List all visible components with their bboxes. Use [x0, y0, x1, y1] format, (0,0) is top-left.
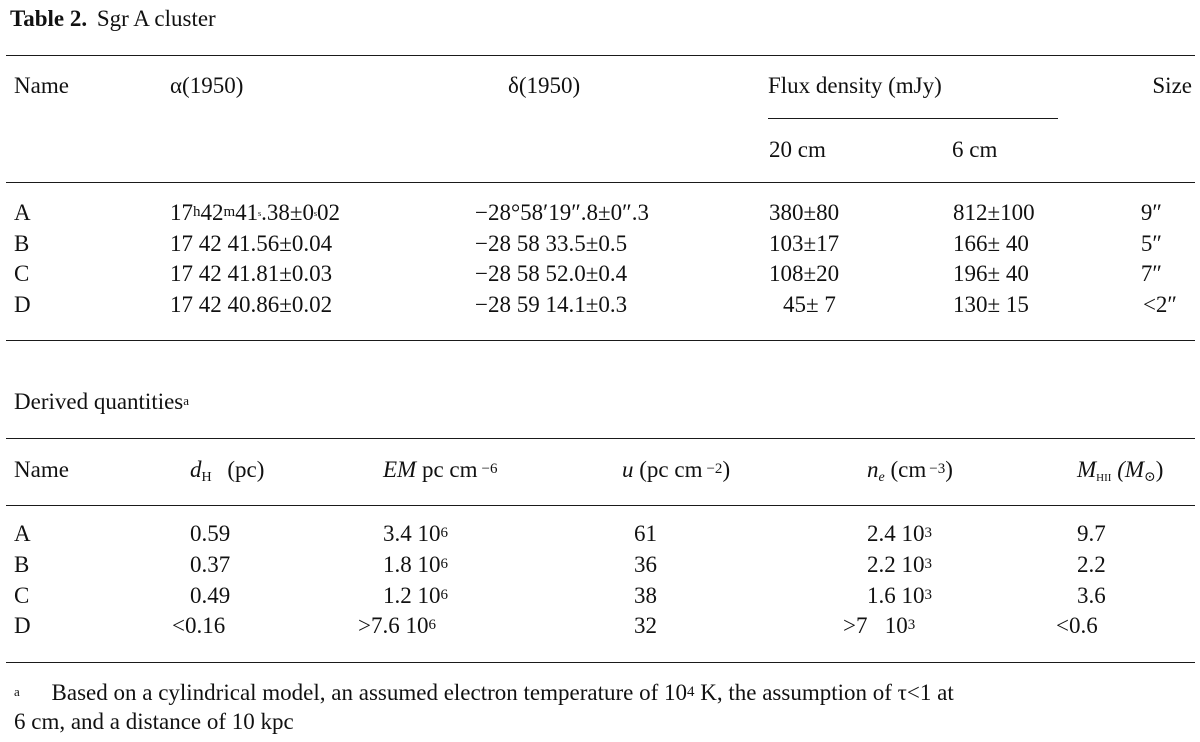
derived-header-mh [1077, 457, 1164, 485]
col-header-flux20: 20 cm [769, 137, 826, 162]
table-row-f20: 380±80 [769, 200, 840, 225]
header-rule [6, 182, 1195, 183]
flux-subrule [768, 118, 1058, 119]
ne-unit: (cm [890, 457, 927, 482]
table-row-size: 9″ [1140, 200, 1162, 225]
derived-header-u [622, 458, 730, 481]
u-symbol: u [622, 457, 634, 482]
footnote-mark: a [183, 393, 190, 408]
table-row-ne [867, 584, 932, 607]
table-title: Sgr A cluster [96, 6, 216, 31]
table-row-ra: 17 42 40.86±0.02 [170, 292, 333, 317]
table-row-dh: 0.37 [190, 552, 231, 577]
footnote-text-b: K, the assumption of τ<1 at [694, 680, 954, 705]
table-row-name: D [14, 613, 31, 638]
table-row-name: B [14, 552, 30, 577]
footnote-marker: a [14, 684, 20, 699]
table-label: Table 2. [10, 6, 88, 31]
u-close: ) [722, 457, 731, 482]
footnote-exponent: 4 [687, 684, 695, 700]
table-row-dec: −28°58′19″.8±0″.3 [475, 200, 649, 225]
ne-value: 1.6 10 [867, 583, 925, 608]
derived-title-text: Derived quantities [14, 389, 184, 414]
table-row-dh: <0.16 [172, 613, 226, 638]
table-row-size: 5″ [1140, 231, 1162, 256]
ne-value: 2.4 10 [867, 521, 925, 546]
ne-value: 2.2 10 [867, 552, 925, 577]
ne-value-exponent: 3 [924, 587, 932, 603]
derived-header-rule [6, 505, 1195, 506]
ne-value-exponent: 3 [907, 617, 916, 633]
em-value-exponent: 6 [440, 587, 448, 603]
col-header-flux6: 6 cm [952, 137, 998, 162]
derived-header-em [383, 458, 498, 481]
ne-subscript: e [878, 470, 885, 485]
derived-top-rule [6, 438, 1195, 439]
table-row-u: 32 [634, 613, 657, 638]
mh-symbol: M [1077, 457, 1097, 482]
dh-symbol: d [190, 457, 202, 482]
mh-unit-close: ) [1155, 457, 1164, 482]
table-row-u: 61 [634, 521, 657, 546]
table-row-ra [170, 201, 340, 224]
col-header-alpha: α(1950) [170, 73, 244, 98]
table-row-name: C [14, 261, 30, 286]
dh-subscript: H [201, 470, 212, 485]
ne-value: >7 10 [843, 613, 908, 638]
table-row-name: B [14, 231, 30, 256]
col-header-size: Size [1152, 73, 1192, 98]
ne-value-exponent: 3 [924, 556, 932, 572]
footnote-line-2: 6 cm, and a distance of 10 kpc [14, 709, 294, 734]
top-rule [6, 55, 1195, 56]
solar-symbol: ⊙ [1144, 470, 1156, 485]
em-value-exponent: 6 [428, 617, 436, 633]
table-row-f6: 812±100 [953, 200, 1035, 225]
table-row-em [383, 584, 448, 607]
table-row-dh: 0.49 [190, 583, 231, 608]
em-value-exponent: 6 [440, 556, 448, 572]
table-row-name: C [14, 583, 30, 608]
table-caption [10, 7, 216, 30]
table-row-dec: −28 58 52.0±0.4 [475, 261, 628, 286]
table-row-f6: 130± 15 [953, 292, 1029, 317]
derived-bottom-rule [6, 662, 1195, 663]
table-row-ne [843, 614, 915, 637]
derived-header-dh [190, 457, 265, 485]
table-row-em [383, 553, 448, 576]
col-header-flux: Flux density (mJy) [768, 73, 942, 98]
table-row-mh: <0.6 [1056, 613, 1098, 638]
em-exponent: −6 [481, 461, 498, 477]
table-row-em [358, 614, 436, 637]
u-unit: (pc cm [639, 457, 703, 482]
table-row-mh: 2.2 [1077, 552, 1106, 577]
table-row-dec: −28 58 33.5±0.5 [475, 231, 628, 256]
table-row-f20: 45± 7 [783, 292, 836, 317]
em-unit: pc cm [421, 457, 478, 482]
table-row-u: 36 [634, 552, 657, 577]
col-header-name: Name [14, 73, 69, 98]
table-row-ra: 17 42 41.81±0.03 [170, 261, 333, 286]
ra-value: $17^h42^m41ˢ.38\pm 0ˢ02$ [170, 200, 341, 225]
em-value: 3.4 10 [383, 521, 441, 546]
table-row-dh: 0.59 [190, 521, 231, 546]
ne-symbol: n [867, 457, 879, 482]
ne-exponent: −3 [929, 461, 946, 477]
em-value: 1.8 10 [383, 552, 441, 577]
em-value: 1.2 10 [383, 583, 441, 608]
table-row-mh: 3.6 [1077, 583, 1106, 608]
table-row-name: D [14, 292, 31, 317]
table-row-f6: 196± 40 [953, 261, 1029, 286]
ne-close: ) [945, 457, 953, 482]
derived-title [14, 390, 189, 413]
table-row-f20: 108±20 [769, 261, 840, 286]
em-symbol: EM [383, 457, 417, 482]
table-row-name: A [14, 521, 31, 546]
table-row-size: 7″ [1140, 261, 1162, 286]
table-row-em [383, 522, 448, 545]
table-row-ne [867, 522, 932, 545]
table-row-ra: 17 42 41.56±0.04 [170, 231, 333, 256]
table-row-f20: 103±17 [769, 231, 840, 256]
col-header-delta: δ(1950) [508, 73, 581, 98]
derived-header-name: Name [14, 457, 69, 482]
mh-unit-open: (M [1117, 457, 1145, 482]
dh-unit: (pc) [227, 457, 265, 482]
mh-subscript: HII [1096, 472, 1112, 484]
table-row-name: A [14, 200, 31, 225]
footnote-line-1 [14, 681, 954, 704]
u-exponent: −2 [706, 461, 723, 477]
table-row-size: <2″ [1142, 292, 1177, 317]
table-row-u: 38 [634, 583, 657, 608]
table-row-mh: 9.7 [1077, 521, 1106, 546]
em-value-exponent: 6 [440, 525, 448, 541]
table-row-dec: −28 59 14.1±0.3 [475, 292, 628, 317]
table-row-f6: 166± 40 [953, 231, 1029, 256]
table2-bottom-rule [6, 340, 1195, 341]
derived-header-ne [867, 457, 953, 485]
em-value: >7.6 10 [358, 613, 429, 638]
footnote-text-a: Based on a cylindrical model, an assumed electron temperature of 10 [51, 680, 687, 705]
table-row-ne [867, 553, 932, 576]
ne-value-exponent: 3 [924, 525, 932, 541]
